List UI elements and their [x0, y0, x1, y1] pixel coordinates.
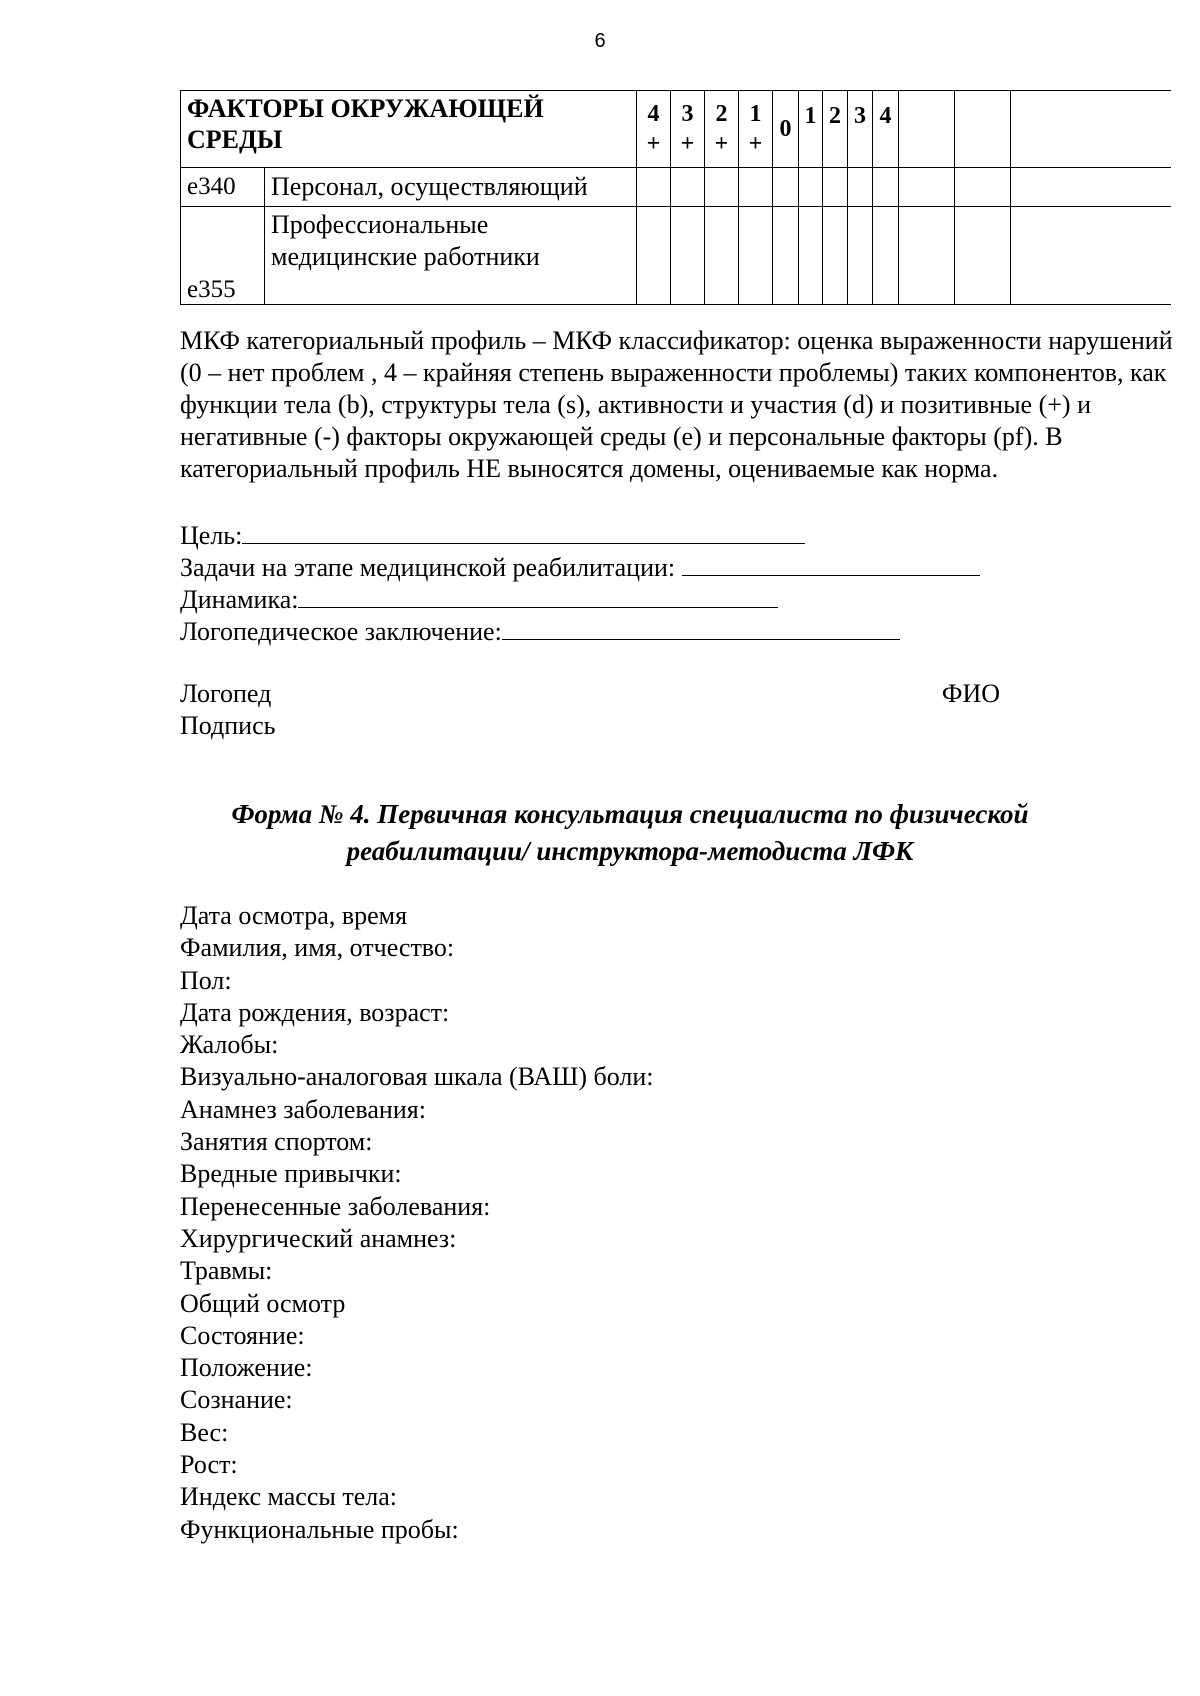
form-title-line1: Форма № 4. Первичная консультация специалиста по физической	[231, 799, 1029, 829]
list-item: Анамнез заболевания:	[180, 1094, 426, 1124]
goal-blank-line[interactable]	[242, 521, 805, 544]
dynamics-field	[180, 584, 980, 616]
form-title-line2: реабилитации/ инструктора-методиста ЛФК	[346, 836, 914, 866]
table-header-1plus: 1 +	[739, 91, 773, 168]
conclusion-label: Логопедическое заключение:	[180, 617, 502, 646]
row-description: Профессиональные медицинские работники	[265, 207, 637, 305]
list-item: Визуально-аналоговая шкала (ВАШ) боли:	[180, 1062, 654, 1092]
list-item: Сознание:	[180, 1385, 293, 1415]
table-header-1: 1	[799, 91, 823, 168]
specialist-role: Логопед	[180, 679, 272, 708]
list-item: Фамилия, имя, отчество:	[180, 933, 455, 963]
list-item: Положение:	[180, 1353, 313, 1383]
conclusion-field	[180, 616, 980, 648]
list-item: Состояние:	[180, 1320, 305, 1350]
dynamics-label: Динамика:	[180, 585, 299, 614]
exam-item-list	[180, 900, 654, 1546]
table-header-2plus: 2 +	[705, 91, 739, 168]
list-item: Дата рождения, возраст:	[180, 997, 450, 1027]
table-header-2: 2	[823, 91, 848, 168]
table-empty-cell	[899, 91, 955, 168]
row-code: e340	[181, 168, 265, 207]
tasks-blank-line[interactable]	[682, 553, 980, 576]
assessment-fields	[180, 520, 980, 648]
table-row	[181, 207, 1171, 305]
conclusion-blank-line[interactable]	[502, 617, 900, 640]
table-row	[181, 168, 1171, 207]
table-header-title: ФАКТОРЫ ОКРУЖАЮЩЕЙ СРЕДЫ	[181, 91, 637, 168]
form-title	[180, 796, 1080, 870]
table-empty-cell	[955, 91, 1011, 168]
fio-label: ФИО	[941, 679, 1000, 708]
row-code: e355	[181, 207, 265, 305]
list-item: Функциональные пробы:	[180, 1514, 459, 1544]
list-item: Жалобы:	[180, 1030, 279, 1060]
signature-block	[180, 678, 1000, 742]
list-item: Занятия спортом:	[180, 1127, 373, 1157]
list-item: Хирургический анамнез:	[180, 1223, 457, 1253]
goal-field	[180, 520, 980, 552]
page-number: 6	[594, 30, 606, 52]
icf-profile-paragraph: МКФ категориальный профиль – МКФ классификатор: оценка выраженности нарушений (0 – нет проблем , 4 – крайняя степень выраженности проблемы) таких компонентов, как функции тела (b), структуры тела (s), активности и участия (d) и позитивные (+) и негативные (-) факторы окружающей среды (e) и персональные факторы (pf). В категориальный профиль НЕ выносятся домены, оцениваемые как норма.	[180, 326, 1173, 483]
list-item: Рост:	[180, 1450, 238, 1480]
table-header-3: 3	[848, 91, 873, 168]
icf-environment-table	[180, 90, 1171, 305]
tasks-field	[180, 552, 980, 584]
list-item: Перенесенные заболевания:	[180, 1191, 491, 1221]
tasks-label: Задачи на этапе медицинской реабилитации:	[180, 553, 676, 582]
list-item: Вес:	[180, 1417, 229, 1447]
dynamics-blank-line[interactable]	[298, 585, 778, 608]
list-item: Дата осмотра, время	[180, 901, 408, 930]
table-empty-cell	[1011, 91, 1171, 168]
goal-label: Цель:	[180, 521, 243, 550]
signature-label: Подпись	[180, 711, 276, 740]
row-description: Персонал, осуществляющий	[265, 168, 637, 207]
table-header-0: 0	[773, 91, 799, 168]
table-header-4: 4	[873, 91, 899, 168]
table-header-4plus: 4 +	[637, 91, 671, 168]
list-item: Пол:	[180, 965, 232, 995]
list-item: Травмы:	[180, 1256, 273, 1286]
list-item: Индекс массы тела:	[180, 1482, 397, 1512]
list-item: Вредные привычки:	[180, 1159, 402, 1189]
list-item: Общий осмотр	[180, 1288, 346, 1318]
table-header-3plus: 3 +	[671, 91, 705, 168]
